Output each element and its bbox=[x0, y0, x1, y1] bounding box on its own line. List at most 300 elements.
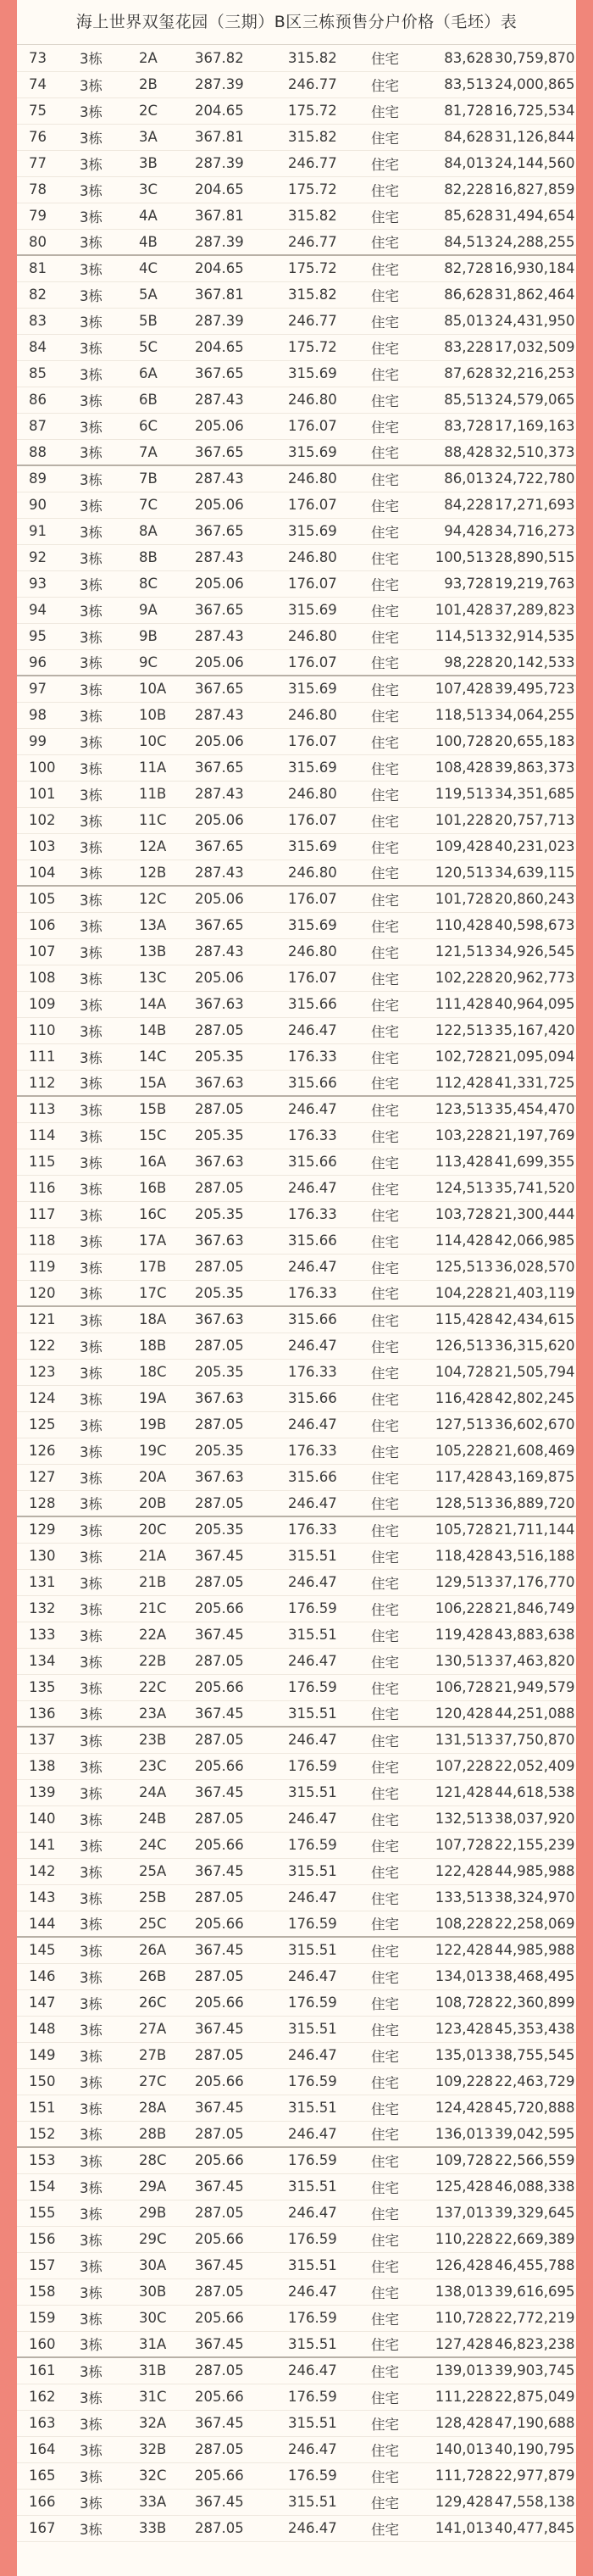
inner-area-cell: 176.33 bbox=[273, 1438, 368, 1464]
unit-price-cell: 133,513 bbox=[418, 1884, 495, 1911]
total-price-cell: 21,711,144 bbox=[495, 1516, 576, 1543]
building-area-cell: 367.45 bbox=[195, 2095, 273, 2121]
row-number-cell: 127 bbox=[17, 1464, 69, 1490]
row-number-cell: 125 bbox=[17, 1411, 69, 1438]
table-row bbox=[17, 492, 576, 518]
row-number-cell: 114 bbox=[17, 1122, 69, 1149]
unit-cell: 26A bbox=[139, 1937, 195, 1963]
unit-price-cell: 82,228 bbox=[418, 176, 495, 203]
building-cell: 3栋 bbox=[69, 676, 139, 702]
building-cell: 3栋 bbox=[69, 702, 139, 728]
usage-cell: 住宅 bbox=[368, 833, 418, 860]
table-row bbox=[17, 308, 576, 334]
row-number-cell: 166 bbox=[17, 2489, 69, 2515]
inner-area-cell: 315.51 bbox=[273, 2410, 368, 2436]
total-price-cell: 37,176,770 bbox=[495, 1569, 576, 1595]
inner-area-cell: 175.72 bbox=[273, 97, 368, 124]
building-cell: 3栋 bbox=[69, 623, 139, 649]
total-price-cell: 40,964,095 bbox=[495, 991, 576, 1017]
row-number-cell: 99 bbox=[17, 728, 69, 754]
total-price-cell: 36,602,670 bbox=[495, 1411, 576, 1438]
unit-cell: 30C bbox=[139, 2305, 195, 2331]
table-row bbox=[17, 1254, 576, 1280]
building-cell: 3栋 bbox=[69, 807, 139, 833]
total-price-cell: 22,052,409 bbox=[495, 1753, 576, 1779]
usage-cell: 住宅 bbox=[368, 2305, 418, 2331]
usage-cell: 住宅 bbox=[368, 1411, 418, 1438]
unit-price-cell: 114,428 bbox=[418, 1227, 495, 1254]
building-cell: 3栋 bbox=[69, 1543, 139, 1569]
unit-cell: 20B bbox=[139, 1490, 195, 1516]
building-cell: 3栋 bbox=[69, 2042, 139, 2068]
usage-cell: 住宅 bbox=[368, 2095, 418, 2121]
building-cell: 3栋 bbox=[69, 439, 139, 465]
inner-area-cell: 176.59 bbox=[273, 2147, 368, 2173]
inner-area-cell: 176.07 bbox=[273, 728, 368, 754]
building-cell: 3栋 bbox=[69, 1070, 139, 1096]
row-number-cell: 102 bbox=[17, 807, 69, 833]
building-area-cell: 287.05 bbox=[195, 1569, 273, 1595]
row-number-cell: 107 bbox=[17, 938, 69, 965]
table-row bbox=[17, 649, 576, 676]
building-cell: 3栋 bbox=[69, 1359, 139, 1385]
unit-price-cell: 140,013 bbox=[418, 2436, 495, 2462]
building-area-cell: 205.35 bbox=[195, 1280, 273, 1306]
unit-price-cell: 85,513 bbox=[418, 387, 495, 413]
total-price-cell: 35,454,470 bbox=[495, 1096, 576, 1122]
building-cell: 3栋 bbox=[69, 2200, 139, 2226]
usage-cell: 住宅 bbox=[368, 387, 418, 413]
building-area-cell: 287.43 bbox=[195, 702, 273, 728]
building-area-cell: 367.45 bbox=[195, 1622, 273, 1648]
row-number-cell: 76 bbox=[17, 124, 69, 150]
building-area-cell: 205.06 bbox=[195, 413, 273, 439]
usage-cell: 住宅 bbox=[368, 1175, 418, 1201]
unit-price-cell: 112,428 bbox=[418, 1070, 495, 1096]
inner-area-cell: 246.47 bbox=[273, 2515, 368, 2541]
price-table-card bbox=[17, 0, 576, 2576]
total-price-cell: 34,926,545 bbox=[495, 938, 576, 965]
usage-cell: 住宅 bbox=[368, 1017, 418, 1043]
unit-price-cell: 141,013 bbox=[418, 2515, 495, 2541]
total-price-cell: 24,431,950 bbox=[495, 308, 576, 334]
unit-cell: 12A bbox=[139, 833, 195, 860]
unit-price-cell: 108,228 bbox=[418, 1911, 495, 1937]
inner-area-cell: 246.80 bbox=[273, 623, 368, 649]
row-number-cell: 78 bbox=[17, 176, 69, 203]
usage-cell: 住宅 bbox=[368, 2357, 418, 2384]
unit-cell: 23B bbox=[139, 1727, 195, 1753]
total-price-cell: 34,639,115 bbox=[495, 860, 576, 886]
building-area-cell: 205.35 bbox=[195, 1122, 273, 1149]
unit-cell: 8B bbox=[139, 544, 195, 570]
usage-cell: 住宅 bbox=[368, 2042, 418, 2068]
total-price-cell: 39,903,745 bbox=[495, 2357, 576, 2384]
unit-cell: 14B bbox=[139, 1017, 195, 1043]
row-number-cell: 146 bbox=[17, 1963, 69, 1989]
inner-area-cell: 176.07 bbox=[273, 413, 368, 439]
row-number-cell: 155 bbox=[17, 2200, 69, 2226]
total-price-cell: 20,962,773 bbox=[495, 965, 576, 991]
inner-area-cell: 246.80 bbox=[273, 781, 368, 807]
inner-area-cell: 246.47 bbox=[273, 1096, 368, 1122]
unit-cell: 10A bbox=[139, 676, 195, 702]
total-price-cell: 37,289,823 bbox=[495, 597, 576, 623]
unit-price-cell: 104,228 bbox=[418, 1280, 495, 1306]
building-area-cell: 367.45 bbox=[195, 2489, 273, 2515]
row-number-cell: 128 bbox=[17, 1490, 69, 1516]
building-cell: 3栋 bbox=[69, 728, 139, 754]
usage-cell: 住宅 bbox=[368, 912, 418, 938]
unit-cell: 15C bbox=[139, 1122, 195, 1149]
usage-cell: 住宅 bbox=[368, 439, 418, 465]
usage-cell: 住宅 bbox=[368, 97, 418, 124]
unit-cell: 9A bbox=[139, 597, 195, 623]
total-price-cell: 44,985,988 bbox=[495, 1937, 576, 1963]
building-cell: 3栋 bbox=[69, 1569, 139, 1595]
building-area-cell: 367.63 bbox=[195, 991, 273, 1017]
building-cell: 3栋 bbox=[69, 97, 139, 124]
row-number-cell: 100 bbox=[17, 754, 69, 781]
inner-area-cell: 315.66 bbox=[273, 1385, 368, 1411]
total-price-cell: 43,516,188 bbox=[495, 1543, 576, 1569]
total-price-cell: 21,608,469 bbox=[495, 1438, 576, 1464]
total-price-cell: 17,032,509 bbox=[495, 334, 576, 360]
unit-cell: 23C bbox=[139, 1753, 195, 1779]
building-cell: 3栋 bbox=[69, 1911, 139, 1937]
usage-cell: 住宅 bbox=[368, 2515, 418, 2541]
total-price-cell: 22,155,239 bbox=[495, 1832, 576, 1858]
unit-cell: 5B bbox=[139, 308, 195, 334]
usage-cell: 住宅 bbox=[368, 623, 418, 649]
usage-cell: 住宅 bbox=[368, 860, 418, 886]
total-price-cell: 22,875,049 bbox=[495, 2384, 576, 2410]
building-cell: 3栋 bbox=[69, 1937, 139, 1963]
building-area-cell: 205.66 bbox=[195, 2068, 273, 2095]
inner-area-cell: 176.59 bbox=[273, 1911, 368, 1937]
table-row bbox=[17, 1779, 576, 1805]
unit-price-cell: 110,728 bbox=[418, 2305, 495, 2331]
inner-area-cell: 176.07 bbox=[273, 570, 368, 597]
inner-area-cell: 246.47 bbox=[273, 1805, 368, 1832]
building-cell: 3栋 bbox=[69, 492, 139, 518]
usage-cell: 住宅 bbox=[368, 1543, 418, 1569]
building-cell: 3栋 bbox=[69, 2331, 139, 2357]
row-number-cell: 148 bbox=[17, 2016, 69, 2042]
usage-cell: 住宅 bbox=[368, 203, 418, 229]
row-number-cell: 85 bbox=[17, 360, 69, 387]
building-area-cell: 367.45 bbox=[195, 1543, 273, 1569]
inner-area-cell: 176.07 bbox=[273, 807, 368, 833]
building-area-cell: 287.05 bbox=[195, 1648, 273, 1674]
unit-cell: 9C bbox=[139, 649, 195, 676]
table-row bbox=[17, 1648, 576, 1674]
total-price-cell: 21,300,444 bbox=[495, 1201, 576, 1227]
inner-area-cell: 315.82 bbox=[273, 45, 368, 71]
usage-cell: 住宅 bbox=[368, 229, 418, 255]
table-row bbox=[17, 71, 576, 97]
usage-cell: 住宅 bbox=[368, 360, 418, 387]
table-row bbox=[17, 2331, 576, 2357]
total-price-cell: 39,329,645 bbox=[495, 2200, 576, 2226]
usage-cell: 住宅 bbox=[368, 1333, 418, 1359]
total-price-cell: 19,219,763 bbox=[495, 570, 576, 597]
building-cell: 3栋 bbox=[69, 1805, 139, 1832]
building-area-cell: 367.63 bbox=[195, 1306, 273, 1333]
unit-price-cell: 128,428 bbox=[418, 2410, 495, 2436]
row-number-cell: 137 bbox=[17, 1727, 69, 1753]
total-price-cell: 20,142,533 bbox=[495, 649, 576, 676]
inner-area-cell: 315.69 bbox=[273, 597, 368, 623]
building-cell: 3栋 bbox=[69, 1333, 139, 1359]
unit-price-cell: 107,428 bbox=[418, 676, 495, 702]
total-price-cell: 21,846,749 bbox=[495, 1595, 576, 1622]
unit-price-cell: 84,228 bbox=[418, 492, 495, 518]
table-row bbox=[17, 360, 576, 387]
unit-cell: 18B bbox=[139, 1333, 195, 1359]
building-area-cell: 367.45 bbox=[195, 1700, 273, 1727]
inner-area-cell: 176.59 bbox=[273, 1989, 368, 2016]
inner-area-cell: 176.33 bbox=[273, 1359, 368, 1385]
building-area-cell: 205.06 bbox=[195, 886, 273, 912]
table-row bbox=[17, 387, 576, 413]
building-area-cell: 287.05 bbox=[195, 2200, 273, 2226]
inner-area-cell: 246.47 bbox=[273, 2436, 368, 2462]
building-area-cell: 287.05 bbox=[195, 2042, 273, 2068]
usage-cell: 住宅 bbox=[368, 465, 418, 492]
unit-price-cell: 103,228 bbox=[418, 1122, 495, 1149]
unit-cell: 27B bbox=[139, 2042, 195, 2068]
building-cell: 3栋 bbox=[69, 1096, 139, 1122]
building-area-cell: 205.66 bbox=[195, 2305, 273, 2331]
unit-price-cell: 86,013 bbox=[418, 465, 495, 492]
row-number-cell: 83 bbox=[17, 308, 69, 334]
inner-area-cell: 246.47 bbox=[273, 1569, 368, 1595]
unit-cell: 29A bbox=[139, 2173, 195, 2200]
usage-cell: 住宅 bbox=[368, 1937, 418, 1963]
unit-price-cell: 110,228 bbox=[418, 2226, 495, 2252]
table-row bbox=[17, 1438, 576, 1464]
row-number-cell: 119 bbox=[17, 1254, 69, 1280]
total-price-cell: 45,353,438 bbox=[495, 2016, 576, 2042]
unit-price-cell: 83,228 bbox=[418, 334, 495, 360]
building-cell: 3栋 bbox=[69, 1122, 139, 1149]
building-area-cell: 205.66 bbox=[195, 1911, 273, 1937]
building-cell: 3栋 bbox=[69, 1227, 139, 1254]
usage-cell: 住宅 bbox=[368, 124, 418, 150]
unit-price-cell: 107,728 bbox=[418, 1832, 495, 1858]
unit-price-cell: 107,228 bbox=[418, 1753, 495, 1779]
inner-area-cell: 246.47 bbox=[273, 1490, 368, 1516]
building-cell: 3栋 bbox=[69, 965, 139, 991]
table-row bbox=[17, 2410, 576, 2436]
inner-area-cell: 246.47 bbox=[273, 1017, 368, 1043]
table-row bbox=[17, 2226, 576, 2252]
building-area-cell: 205.66 bbox=[195, 2462, 273, 2489]
building-area-cell: 205.06 bbox=[195, 649, 273, 676]
unit-price-cell: 125,513 bbox=[418, 1254, 495, 1280]
row-number-cell: 136 bbox=[17, 1700, 69, 1727]
table-row bbox=[17, 2305, 576, 2331]
inner-area-cell: 176.33 bbox=[273, 1122, 368, 1149]
table-row bbox=[17, 1884, 576, 1911]
unit-cell: 27C bbox=[139, 2068, 195, 2095]
row-number-cell: 134 bbox=[17, 1648, 69, 1674]
unit-price-cell: 81,728 bbox=[418, 97, 495, 124]
building-area-cell: 287.43 bbox=[195, 387, 273, 413]
total-price-cell: 46,823,238 bbox=[495, 2331, 576, 2357]
building-cell: 3栋 bbox=[69, 413, 139, 439]
building-area-cell: 287.39 bbox=[195, 308, 273, 334]
total-price-cell: 38,755,545 bbox=[495, 2042, 576, 2068]
table-row bbox=[17, 1333, 576, 1359]
inner-area-cell: 246.80 bbox=[273, 702, 368, 728]
building-cell: 3栋 bbox=[69, 938, 139, 965]
row-number-cell: 165 bbox=[17, 2462, 69, 2489]
building-cell: 3栋 bbox=[69, 2489, 139, 2515]
building-area-cell: 367.65 bbox=[195, 754, 273, 781]
building-cell: 3栋 bbox=[69, 308, 139, 334]
unit-price-cell: 105,728 bbox=[418, 1516, 495, 1543]
building-cell: 3栋 bbox=[69, 860, 139, 886]
total-price-cell: 21,095,094 bbox=[495, 1043, 576, 1070]
inner-area-cell: 315.51 bbox=[273, 2252, 368, 2278]
building-area-cell: 287.05 bbox=[195, 1884, 273, 1911]
building-cell: 3栋 bbox=[69, 833, 139, 860]
building-cell: 3栋 bbox=[69, 176, 139, 203]
unit-cell: 16B bbox=[139, 1175, 195, 1201]
unit-cell: 19B bbox=[139, 1411, 195, 1438]
building-cell: 3栋 bbox=[69, 1700, 139, 1727]
building-cell: 3栋 bbox=[69, 255, 139, 281]
building-area-cell: 287.05 bbox=[195, 1096, 273, 1122]
table-row bbox=[17, 702, 576, 728]
usage-cell: 住宅 bbox=[368, 938, 418, 965]
building-cell: 3栋 bbox=[69, 1779, 139, 1805]
total-price-cell: 24,722,780 bbox=[495, 465, 576, 492]
usage-cell: 住宅 bbox=[368, 676, 418, 702]
table-row bbox=[17, 833, 576, 860]
building-area-cell: 287.39 bbox=[195, 150, 273, 176]
unit-price-cell: 115,428 bbox=[418, 1306, 495, 1333]
total-price-cell: 17,271,693 bbox=[495, 492, 576, 518]
unit-cell: 5A bbox=[139, 281, 195, 308]
table-row bbox=[17, 1096, 576, 1122]
unit-price-cell: 108,728 bbox=[418, 1989, 495, 2016]
unit-cell: 29C bbox=[139, 2226, 195, 2252]
usage-cell: 住宅 bbox=[368, 1385, 418, 1411]
building-cell: 3栋 bbox=[69, 544, 139, 570]
unit-cell: 31C bbox=[139, 2384, 195, 2410]
inner-area-cell: 175.72 bbox=[273, 176, 368, 203]
unit-price-cell: 121,513 bbox=[418, 938, 495, 965]
table-row bbox=[17, 1122, 576, 1149]
usage-cell: 住宅 bbox=[368, 1963, 418, 1989]
inner-area-cell: 175.72 bbox=[273, 334, 368, 360]
unit-price-cell: 132,513 bbox=[418, 1805, 495, 1832]
usage-cell: 住宅 bbox=[368, 518, 418, 544]
table-row bbox=[17, 754, 576, 781]
building-cell: 3栋 bbox=[69, 1438, 139, 1464]
building-cell: 3栋 bbox=[69, 1201, 139, 1227]
row-number-cell: 124 bbox=[17, 1385, 69, 1411]
row-number-cell: 111 bbox=[17, 1043, 69, 1070]
total-price-cell: 34,716,273 bbox=[495, 518, 576, 544]
row-number-cell: 116 bbox=[17, 1175, 69, 1201]
row-number-cell: 98 bbox=[17, 702, 69, 728]
total-price-cell: 47,558,138 bbox=[495, 2489, 576, 2515]
table-row bbox=[17, 2384, 576, 2410]
row-number-cell: 103 bbox=[17, 833, 69, 860]
total-price-cell: 22,772,219 bbox=[495, 2305, 576, 2331]
table-row bbox=[17, 965, 576, 991]
unit-price-cell: 122,428 bbox=[418, 1937, 495, 1963]
inner-area-cell: 246.77 bbox=[273, 71, 368, 97]
row-number-cell: 139 bbox=[17, 1779, 69, 1805]
table-row bbox=[17, 1911, 576, 1937]
building-area-cell: 367.45 bbox=[195, 1858, 273, 1884]
total-price-cell: 43,169,875 bbox=[495, 1464, 576, 1490]
usage-cell: 住宅 bbox=[368, 1070, 418, 1096]
total-price-cell: 40,477,845 bbox=[495, 2515, 576, 2541]
usage-cell: 住宅 bbox=[368, 334, 418, 360]
unit-price-cell: 131,513 bbox=[418, 1727, 495, 1753]
unit-price-cell: 111,728 bbox=[418, 2462, 495, 2489]
inner-area-cell: 246.47 bbox=[273, 2200, 368, 2226]
total-price-cell: 34,351,685 bbox=[495, 781, 576, 807]
inner-area-cell: 176.59 bbox=[273, 2068, 368, 2095]
inner-area-cell: 246.80 bbox=[273, 544, 368, 570]
usage-cell: 住宅 bbox=[368, 1569, 418, 1595]
usage-cell: 住宅 bbox=[368, 728, 418, 754]
total-price-cell: 22,463,729 bbox=[495, 2068, 576, 2095]
total-price-cell: 42,066,985 bbox=[495, 1227, 576, 1254]
inner-area-cell: 315.51 bbox=[273, 1543, 368, 1569]
unit-cell: 15A bbox=[139, 1070, 195, 1096]
total-price-cell: 20,860,243 bbox=[495, 886, 576, 912]
unit-price-cell: 118,513 bbox=[418, 702, 495, 728]
total-price-cell: 40,598,673 bbox=[495, 912, 576, 938]
usage-cell: 住宅 bbox=[368, 2436, 418, 2462]
table-row bbox=[17, 1569, 576, 1595]
building-cell: 3栋 bbox=[69, 334, 139, 360]
total-price-cell: 17,169,163 bbox=[495, 413, 576, 439]
building-area-cell: 367.63 bbox=[195, 1149, 273, 1175]
usage-cell: 住宅 bbox=[368, 886, 418, 912]
table-row bbox=[17, 2200, 576, 2226]
inner-area-cell: 315.51 bbox=[273, 2331, 368, 2357]
building-cell: 3栋 bbox=[69, 1884, 139, 1911]
usage-cell: 住宅 bbox=[368, 2331, 418, 2357]
usage-cell: 住宅 bbox=[368, 1858, 418, 1884]
usage-cell: 住宅 bbox=[368, 2121, 418, 2147]
usage-cell: 住宅 bbox=[368, 150, 418, 176]
inner-area-cell: 246.47 bbox=[273, 1333, 368, 1359]
row-number-cell: 105 bbox=[17, 886, 69, 912]
table-row bbox=[17, 2489, 576, 2515]
inner-area-cell: 246.80 bbox=[273, 938, 368, 965]
usage-cell: 住宅 bbox=[368, 255, 418, 281]
unit-cell: 4C bbox=[139, 255, 195, 281]
building-area-cell: 287.39 bbox=[195, 229, 273, 255]
total-price-cell: 44,985,988 bbox=[495, 1858, 576, 1884]
unit-price-cell: 139,013 bbox=[418, 2357, 495, 2384]
table-row bbox=[17, 150, 576, 176]
unit-cell: 5C bbox=[139, 334, 195, 360]
total-price-cell: 20,655,183 bbox=[495, 728, 576, 754]
row-number-cell: 162 bbox=[17, 2384, 69, 2410]
table-row bbox=[17, 2515, 576, 2541]
